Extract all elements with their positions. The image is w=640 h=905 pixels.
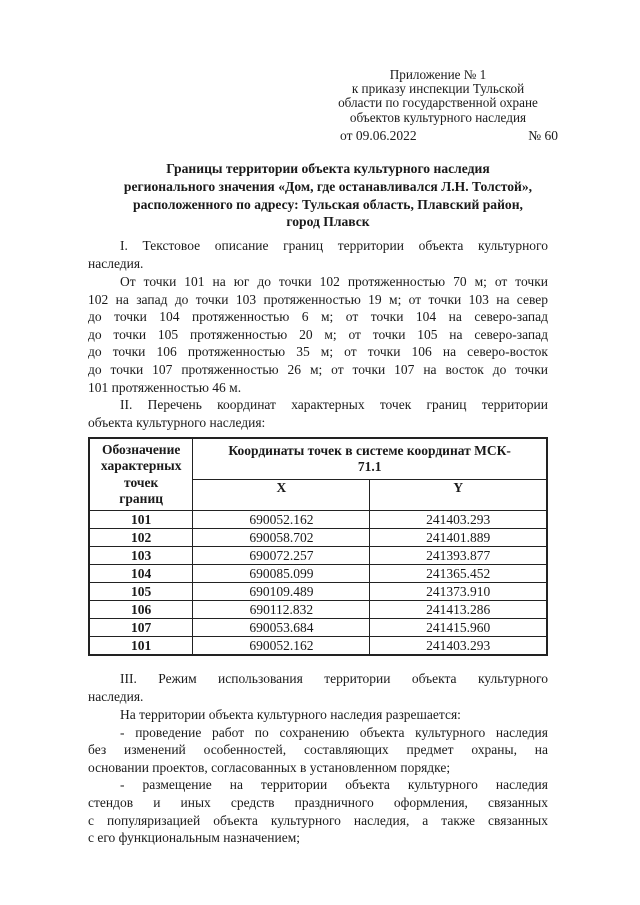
order-number: № 60 — [528, 128, 558, 143]
header-line: границ — [119, 491, 164, 506]
header-line: 71.1 — [357, 459, 382, 474]
order-date: от 09.06.2022 — [340, 128, 417, 143]
cell-point: 101 — [89, 637, 193, 656]
text-line: На территории объекта культурного наследия разрешается: — [120, 707, 461, 722]
table-row — [89, 565, 547, 583]
section-2-heading — [88, 396, 548, 431]
text-line: основании проектов, согласованных в установленном порядке; — [88, 759, 451, 775]
coords-header — [193, 438, 547, 480]
text-line: с его функциональным назначением; — [88, 830, 301, 846]
title-line: регионального значения «Дом, где останавливался Л.Н. Толстой», — [123, 178, 533, 194]
cell-y: 241365.452 — [370, 565, 547, 583]
text-line: - проведение работ по сохранению объекта культурного наследия — [120, 724, 548, 740]
table-row — [89, 601, 547, 619]
header-line: характерных — [100, 458, 182, 473]
order-date-number — [340, 128, 558, 144]
text-line: III. Режим использования территории объекта культурного — [120, 671, 548, 686]
table-row — [89, 547, 547, 565]
text-line: - размещение на территории объекта культурного наследия — [120, 777, 548, 793]
cell-point: 107 — [89, 619, 193, 637]
text-line: II. Перечень координат характерных точек границ территории — [120, 397, 548, 412]
header-line: Координаты точек в системе координат МСК- — [228, 443, 511, 458]
title-line: Границы территории объекта культурного наследия — [166, 161, 490, 176]
cell-point: 103 — [89, 547, 193, 565]
title-line: расположенного по адресу: Тульская область, Плавский район, — [133, 196, 523, 212]
text-line: с популяризацией объекта культурного наследия, а также связанных — [88, 812, 548, 828]
table-row — [89, 637, 547, 656]
section-3-body — [88, 706, 548, 847]
cell-point: 106 — [89, 601, 193, 619]
text-line: От точки 101 на юг до точки 102 протяженностью 70 м; от точки — [120, 274, 548, 289]
appendix-line: Приложение № 1 — [389, 67, 487, 82]
header-line: точек — [124, 474, 159, 490]
cell-x: 690053.684 — [193, 619, 370, 637]
cell-y: 241373.910 — [370, 583, 547, 601]
col-point-header — [89, 438, 193, 511]
section-1-body — [88, 273, 548, 396]
cell-point: 104 — [89, 565, 193, 583]
appendix-line: объектов культурного наследия — [349, 109, 527, 125]
appendix-header — [318, 68, 558, 125]
cell-point: 102 — [89, 529, 193, 547]
header-line: Обозначение — [101, 441, 181, 457]
text-line: без изменений особенностей, составляющих предмет охраны, на — [88, 742, 548, 758]
table-row — [89, 583, 547, 601]
cell-x: 690052.162 — [193, 637, 370, 656]
text-line: I. Текстовое описание границ территории объекта культурного — [120, 238, 548, 253]
appendix-line: области по государственной охране — [338, 95, 538, 111]
table-row — [89, 619, 547, 637]
text-line: 102 на запад до точки 103 протяженностью 19 м; от точки 103 на север — [88, 291, 548, 307]
table-row — [89, 529, 547, 547]
cell-y: 241401.889 — [370, 529, 547, 547]
cell-y: 241413.286 — [370, 601, 547, 619]
cell-x: 690112.832 — [193, 601, 370, 619]
text-line: наследия. — [88, 688, 144, 704]
text-line: стендов и иных средств праздничного оформления, связанных — [88, 794, 548, 810]
y-header: Y — [370, 480, 547, 511]
text-line: наследия. — [88, 255, 144, 271]
section-3-heading — [88, 670, 548, 705]
appendix-line: к приказу инспекции Тульской — [351, 81, 525, 97]
text-line: до точки 104 протяженностью 6 м; от точки 104 на северо-запад — [88, 309, 548, 325]
cell-y: 241403.293 — [370, 511, 547, 529]
text-line: 101 протяженностью 46 м. — [88, 379, 242, 395]
cell-x: 690109.489 — [193, 583, 370, 601]
cell-y: 241415.960 — [370, 619, 547, 637]
cell-point: 105 — [89, 583, 193, 601]
title-line: город Плавск — [286, 214, 370, 230]
cell-x: 690085.099 — [193, 565, 370, 583]
x-header: X — [193, 480, 370, 511]
cell-y: 241393.877 — [370, 547, 547, 565]
table-row — [89, 511, 547, 529]
cell-y: 241403.293 — [370, 637, 547, 656]
cell-x: 690052.162 — [193, 511, 370, 529]
text-line: объекта культурного наследия: — [88, 414, 266, 430]
cell-x: 690058.702 — [193, 529, 370, 547]
section-1-heading — [88, 237, 548, 272]
cell-x: 690072.257 — [193, 547, 370, 565]
text-line: до точки 105 протяженностью 20 м; от точки 105 на северо-запад — [88, 326, 548, 342]
text-line: до точки 106 протяженностью 35 м; от точки 106 на северо-восток — [88, 344, 548, 360]
cell-point: 101 — [89, 511, 193, 529]
coordinates-table — [88, 437, 548, 656]
text-line: до точки 107 протяженностью 26 м; от точки 107 на восток до точки — [88, 361, 548, 377]
document-title — [80, 160, 576, 231]
